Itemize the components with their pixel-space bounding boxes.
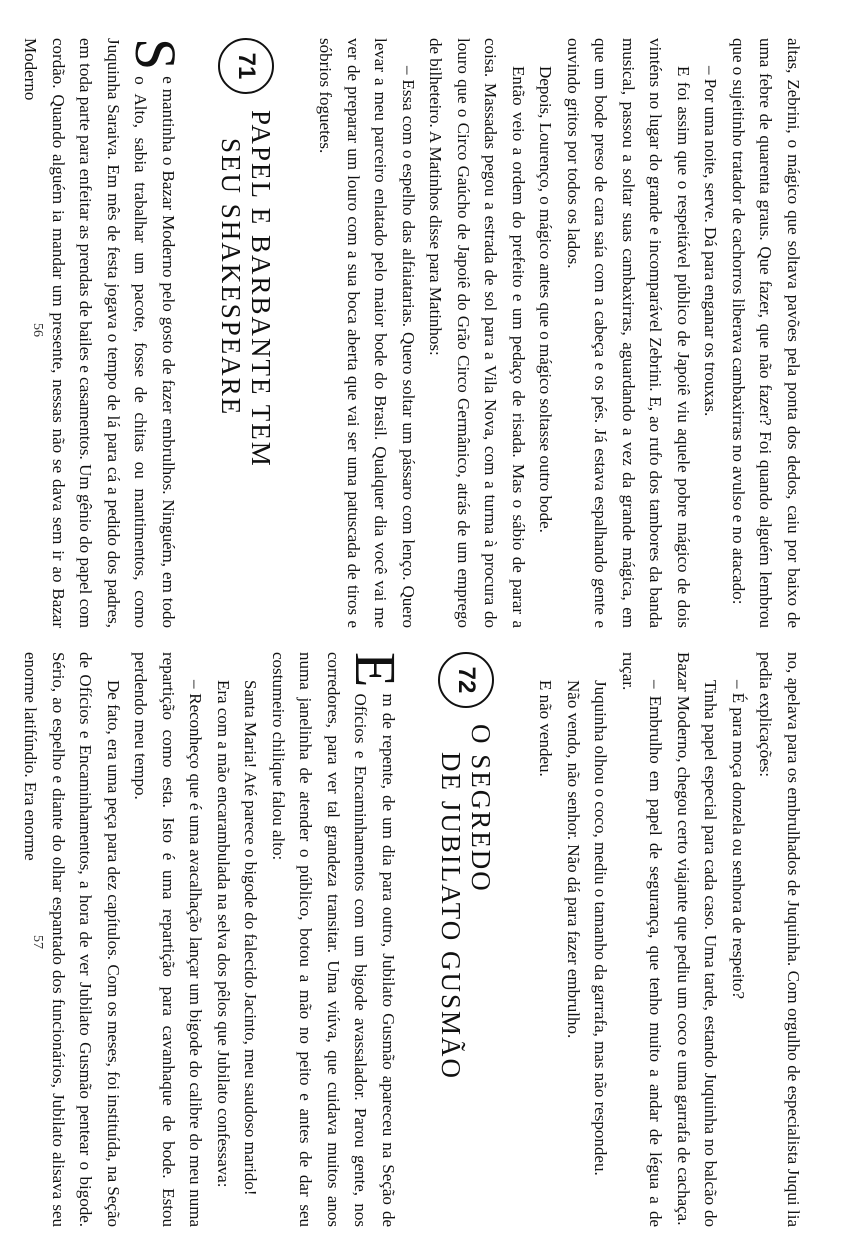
chapter-heading-71: [208, 38, 278, 628]
paragraph: [560, 38, 698, 628]
chapter-heading-72: [428, 652, 498, 1227]
paragraph-text: Então veio a ordem do prefeito e um pedaço de risada. Mas o sábio de parar a coisa. Massadas pegou a estrada de sol para a Vila Nova, com a turma à procura do louro que o Circo Gaúcho de Japoiê do Grão Circo Germânico, atrás de um emprego de bilheteiro. A Matinhos disse para Matinhos:: [426, 38, 528, 628]
paragraph: [560, 652, 588, 1227]
paragraph-text: Santa Maria! Até parece o bigode do falecido Jacinto, meu saudoso marido!: [241, 680, 261, 1196]
left-page-paragraphs: [312, 38, 807, 628]
paragraph-text: – Essa com o espelho das alfaiatarias. Quero soltar um pássaro com lenço. Quero levar a meu parceiro enlatado pelo maior bode do Brasil. Qualquer dia você vai me ver de preparar um louro com a sua boca aberta que vai ser uma patuscada de tiros e sóbrios foguetes.: [316, 38, 418, 628]
paragraph-text: – Embrulho em papel de segurança, que tenho muito a andar de légua a de ruçar.: [619, 652, 666, 1227]
paragraph: [127, 652, 210, 1227]
paragraph: [587, 652, 615, 1227]
paragraph: [265, 652, 408, 1227]
chapter-number-badge: 71: [218, 38, 274, 94]
paragraph-text: – Reconheço que é uma avacalhação lançar um bigode do calibre do meu numa repartição como esta. Isto é uma repartição para cavanhaque de bode. Estou perdendo meu tempo.: [131, 652, 206, 1227]
paragraph-text: altas, Zebrini, o mágico que soltava pavões pela ponta dos dedos, caiu por baixo de uma febre de quarenta graus. Que fazer, que não fazer? Foi quando alguém lembrou que o sujeitinho tratador de cachorros liberava cambaxirras no avulso e no atacado:: [729, 38, 803, 628]
paragraph: [532, 38, 560, 628]
chapter-title-line-2: DE JUBILATO GUSMÃO: [436, 752, 466, 1081]
paragraph-text: – É para moça donzela ou senhora de respeito?: [729, 680, 748, 1000]
page-number-right: 57: [30, 935, 45, 949]
drop-cap: S: [123, 38, 188, 71]
chapter-title-line-2: SEU SHAKESPEARE: [216, 138, 246, 417]
chapter-number-badge: 72: [438, 652, 494, 708]
paragraph-text: Depois, Lourenço, o mágico antes que o mágico soltasse outro bode.: [536, 66, 556, 533]
paragraph: [725, 38, 808, 628]
chapter-71-body: e mantinha o Bazar Moderno pelo gosto de fazer embrulhos. Ninguém, em todo o Alto, sabia trabalhar um pacote, fosse de chitas ou mantimentos, como Juquinha Saraiva. Em mês de festa jogava o tempo de lá para cá a pedido dos padres, em toda parte para enfeitar as prendas de bailes e casamentos. Um gênio do papel com cordão. Quando alguém ia mandar um presente, nessas não se dava sem ir ao Bazar Moderno: [21, 38, 178, 628]
chapter-title-line-1: O SEGREDO: [466, 724, 496, 893]
paragraph: [697, 38, 725, 628]
paragraph: [210, 652, 238, 1227]
chapter-title: [216, 110, 276, 468]
paragraph-text: E foi assim que o respeitável público de Japoiê viu aquele pobre mágico de dois vinténs no lugar do grande e incomparável Zebrini. E, ao rufo dos tambores da banda musical, passou a soltar suas cambaxirras, aguardando a vez da grande mágica, em que um bode preso de cara saía com a cabeça e os pés. Já estava espalhando gente e ouvindo gritos por todos os lados.: [564, 38, 693, 628]
paragraph: [532, 652, 560, 1227]
paragraph: [312, 38, 422, 628]
paragraph: [752, 652, 807, 1227]
chapter-title: [436, 724, 496, 1080]
paragraph-text: Juquinha olhou o coco, mediu o tamanho da garrafa, mas não respondeu.: [591, 680, 611, 1176]
paragraph-text: no, apelava para os embrulhados de Juquinha. Com orgulho de especialista Juqui lia pedia explicações:: [756, 652, 803, 1227]
paragraph: [237, 652, 265, 1227]
paragraph: [422, 38, 532, 628]
paragraph-text: Tinha papel especial para cada caso. Uma tarde, estando Juquinha no balcão do Bazar Moderno, chegou certo viajante que pediu um coco e uma garrafa de cachaça.: [674, 652, 721, 1227]
right-page-paragraphs: [532, 652, 807, 1227]
paragraph-text: E não vendeu.: [536, 680, 556, 777]
paragraph: [670, 652, 725, 1227]
chapter-title-line-1: PAPEL E BARBANTE TEM: [246, 110, 276, 468]
left-page: [17, 38, 807, 628]
paragraph: [615, 652, 670, 1227]
chapter-72-paragraphs: [17, 652, 408, 1227]
paragraph-text: m de repente, de um dia para outro, Jubilato Gusmão apareceu na Seção de Ofícios e Encaminhamentos com um bigode avassalador. Parou gente, nos corredores, para ver tal grandeza transitar. Uma viúva, que cuidava muitos anos numa janelinha de atender o público, botou a mão no peito e antes de dar seu costumeiro chilique falou alto:: [269, 652, 398, 1227]
right-page: [17, 652, 807, 1227]
page-number-left: 56: [30, 323, 45, 337]
drop-cap: E: [343, 652, 408, 688]
paragraph-text: – Por uma noite, serve. Dá para enganar os trouxas.: [701, 66, 721, 417]
paragraph-text: De fato, era uma peça para dez capítulos. Com os meses, foi instituída, na Seção de Ofícios e Encaminhamentos, a hora de ver Jubilato Gusmão pentear o bigode. Sério, ao espelho e diante do olhar espantado dos funcionários, Jubilato alisava seu enorme latifúndio. Era enorme: [21, 652, 123, 1227]
paragraph-text: Não vendo, não senhor. Não dá para fazer embrulho.: [564, 680, 583, 1039]
paragraph-text: Era com a mão encarambulada na selva dos pêlos que Jubilato confessava:: [214, 680, 233, 1188]
paragraph: [725, 652, 753, 1227]
